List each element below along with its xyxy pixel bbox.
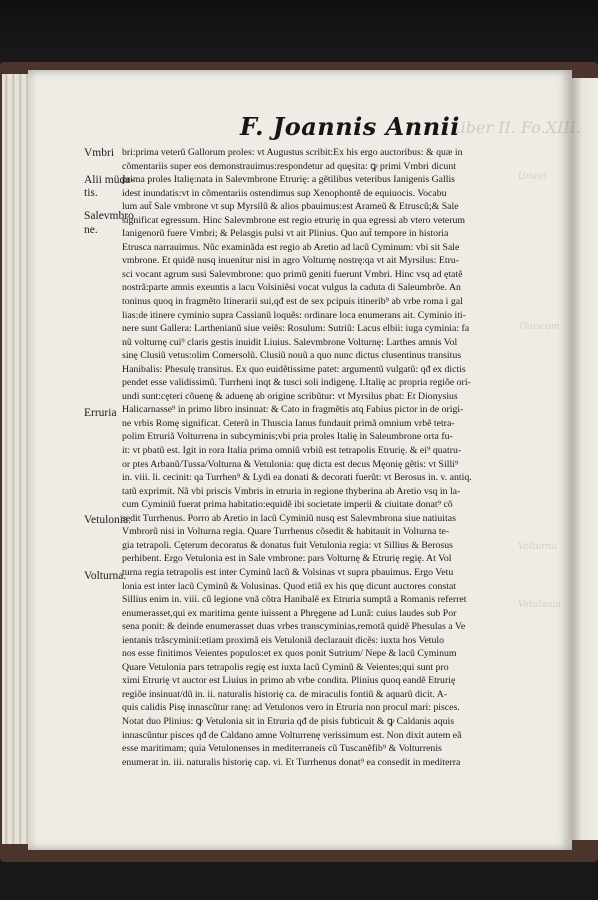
text-line: undi sunt:cęteri cõuenę & aduenę ab origine scribũtur: vt Myrsilus pbat: Et Dionysius bbox=[122, 390, 458, 402]
text-line: Sillius enim in. viii. cũ legione vnã cõtra Hanibalẽ ex Etruria sumptã a Romanis referret bbox=[122, 594, 467, 606]
margin-note: Volturna. bbox=[84, 570, 127, 582]
bleed-through-note: Umbri bbox=[518, 172, 548, 182]
text-line: sinę Clusiũ vetus:olim Comersolũ. Clusiũ nouũ a quo nunc dictus clusentinus transitus bbox=[122, 350, 462, 362]
text-line: toninus quoq in fragmẽto Itinerarii sui,qđ est de sex pcipuis itinerib⁹ ab vrbe roma i gal bbox=[122, 296, 463, 308]
book-top-shadow bbox=[0, 0, 598, 70]
text-line: or ptes Arbanũ/Tussa/Volturna & Vetulonia: quę dicta est decus Męonię gẽtis: vt Silli⁹ bbox=[122, 458, 459, 470]
text-line: nos esse finitimos Veientes populos:et ex quos ponit Sutrium/ Nepe & lacũ Cyminum bbox=[122, 648, 457, 660]
text-line: Etrusca narrauimus. Nũc examinãda est regio ab Aretio ad lacũ Cyminum: vbi sit Sale bbox=[122, 241, 460, 253]
text-line: Hanibalis: Phesulę transitus. Ex quo euidẽtissime patet: argumentũ vulgatũ: qđ ex dictis bbox=[122, 363, 466, 375]
text-line: bri:prima veterũ Gallorum proles: vt Augustus scribit:Ex his ergo auctoribus: & quæ in bbox=[122, 147, 463, 158]
bottom-shadow bbox=[0, 862, 598, 900]
text-line: polim Etruriã Volturrena in subcyminis;vbi pria proles Italię in Saleumbrone orta fu- bbox=[122, 431, 453, 443]
margin-note: ne. bbox=[84, 224, 98, 236]
text-line: nostrã:parte amnis exeuntis a lacu Volsiniẽsi vocat vulgus la caduta di Saleumbrõe. An bbox=[122, 282, 461, 294]
margin-note: Salevmbro bbox=[84, 210, 134, 222]
text-line: Vmbrorũ nisi in Volturna regia. Quare Turrhenus cõsedit & habitauit in Volturna te- bbox=[122, 526, 450, 538]
bleed-through-note: Thuscum bbox=[518, 322, 560, 332]
text-line: significat egressum. Hinc Salevmbrone est regio etrurię in qua egressi ab vtero veterum bbox=[122, 214, 466, 226]
text-line: Ianigenorũ fuere Vmbri; & Pelasgis pulsi vt ait Plinius. Quo aut̃ tempore in historia bbox=[122, 228, 449, 240]
text-line: in. viii. li. cecinit: qa Turrhen⁹ & Lydi ea donati & decorati fuerũt: vt Berosus in. v. antiq. bbox=[122, 472, 472, 484]
text-line: lonia est inter lacũ Cyminũ & Volusinas. Quod etiã ex his quę dicunt auctores constat bbox=[122, 580, 457, 592]
text-line: cõmentariis super eos demonstrauimus:respondetur ad quęsita: ꝙ primi Vmbri dicunt bbox=[122, 160, 456, 172]
margin-note: Alii müda- bbox=[84, 174, 135, 186]
text-line: pendet esse validissimũ. Turrheni inqt & tusci soli indigenę. I.Italię ac propria regiõe ori- bbox=[122, 377, 471, 389]
text-line: nũ volturnę cui⁹ claris gestis inuidit Liuius. Salevmbrone Volturnę: Larthes amnis Vol bbox=[122, 336, 458, 348]
text-line: gia tetrapoli. Cęterum decoratus & donatus fuit Vetulonia regia: vt Sillius & Berosus bbox=[122, 539, 453, 551]
page-running-head: F. Joannis Annii bbox=[240, 112, 460, 141]
text-line: enumerat in. iii. naturalis historię cap. vi. Et Turrhenus donat⁹ ea consedit in mediterra bbox=[122, 756, 461, 768]
text-line: tatũ exprimit. Nã vbi priscis Vmbris in etruria in regione thyberina ab Aretio vsq in la- bbox=[122, 485, 461, 497]
text-line: turna regia tetrapolis est inter Cyminũ lacũ & Volsinas vt supra pbauimus. Ergo Vetu bbox=[122, 566, 454, 578]
text-line: quis calidis Pisę innascũtur ranę: ad Vetulonos vero in Etruria non procul mari: pisces. bbox=[122, 702, 460, 714]
bleed-through-title: Liber II. Fo.XIII. bbox=[450, 118, 582, 137]
text-line: ne vrbis Romę significat. Ceterũ in Thuscia Ianus fundauit primã omnium vrbẽ tetra- bbox=[122, 417, 455, 429]
text-line: Quare Vetulonia pars tetrapolis regię est iuxta lacũ Cyminũ & Veientes;qui sunt pro bbox=[122, 661, 449, 673]
text-line: sci vocant agrum susi Salevmbrone: quo primũ geniti fuerunt Vmbri. Hinc vsq ad ętatẽ bbox=[122, 268, 463, 280]
text-line: ximi Etrurię vt auctor est Liuius in primo ab vrbe condita. Plinius quoq eandẽ Etrurię bbox=[122, 675, 456, 687]
margin-note: Vmbri bbox=[84, 147, 115, 159]
text-line: perhibent. Ergo Vetulonia est in Sale vmbrone: pars Volturnę & Etrurię regię. At Vol bbox=[122, 553, 452, 565]
bleed-through-note: Volturna bbox=[518, 542, 557, 552]
text-line: ientanis trãscyminii:etiam proximã eis Vetuloniã declarauit dicẽs: iuxta hos Vetulo bbox=[122, 634, 445, 646]
margin-note: tis. bbox=[84, 187, 98, 199]
text-line: lum aut̃ Sale vmbrone vt sup Myrsilũ & alios pbauimus:est Arameũ & Etruscũ;& Sale bbox=[122, 201, 459, 213]
body-text bbox=[122, 146, 546, 769]
text-line: vmbrone. Et quidẽ nusq inuenitur nisi in agro Volturnę nostrę:qa vt ait Myrsilus: Etru- bbox=[122, 255, 460, 267]
text-line: innascũntur pisces qđ de Caldano amne Volturrenę verissimum est. Non dixit autem eã bbox=[122, 729, 462, 741]
text-line: esse maritimam; quia Vetulonenses in mediterraneis cũ Tuscanẽfib⁹ & Volturrenis bbox=[122, 743, 442, 755]
text-line: Notat duo Plinius: ꝙ Vetulonia sit in Etruria qđ de pisis fubticuit & ꝙ Caldanis aquis bbox=[122, 715, 455, 727]
text-line: prima proles Italię:nata in Salevmbrone Etrurię: a gẽtilibus veteribus Ianigenis Gallis bbox=[122, 174, 455, 186]
text-line: sedit Turrhenus. Porro ab Aretio in lacũ Cyminiũ nusq est Salevmbrona siue natiuitas bbox=[122, 512, 456, 524]
text-line: sena ponit: & deinde enumerasset duas vrbes transcyminias,remotã quidẽ Phesulas a Ve bbox=[122, 621, 466, 633]
text-line: cum Cyminiũ fuerat prima habitatio:equidẽ ibi societate imperii & ciuitate donat⁹ cõ bbox=[122, 499, 453, 511]
text-line: enumerasset,qui ex maritima gente iuissent a Phręgene ad Lunã: cuius laudes sub Por bbox=[122, 607, 457, 619]
margin-note: Erruria bbox=[84, 407, 117, 419]
text-line: regiõe insinuat/dũ in. ii. naturalis historię ca. de miraculis fontiũ & aquarũ dicit. A- bbox=[122, 688, 448, 700]
margin-note: Vetulonia. bbox=[84, 514, 131, 526]
text-line: Halicarnasse⁹ in primo libro insinuat: & Cato in fragmẽtis atq Fabius pictor in de origi- bbox=[122, 404, 464, 416]
text-line: lias:de itinere cyminio supra Cassianũ loquẽs: ordinare loca enumerans ait. Cyminio iti- bbox=[122, 309, 466, 321]
bleed-through-note: Vetulonia bbox=[518, 600, 561, 610]
text-line: nere sunt Gallera: Larthenianũ siue veiẽs: Rosulum: Sutriũ: Lacus elbii: iuga cyminia: fa bbox=[122, 323, 470, 335]
right-page-sliver bbox=[572, 78, 598, 840]
text-line: it: vt pbatũ est. Igit in rora Italia prima omniũ vrbiũ est tetrapolis Etrurię. & ei⁹ quatru- bbox=[122, 445, 462, 457]
text-line: idest inundatis:vt in cõmentariis ostendimus sup Xenophontẽ de equiuocis. Vocabu bbox=[122, 187, 447, 199]
